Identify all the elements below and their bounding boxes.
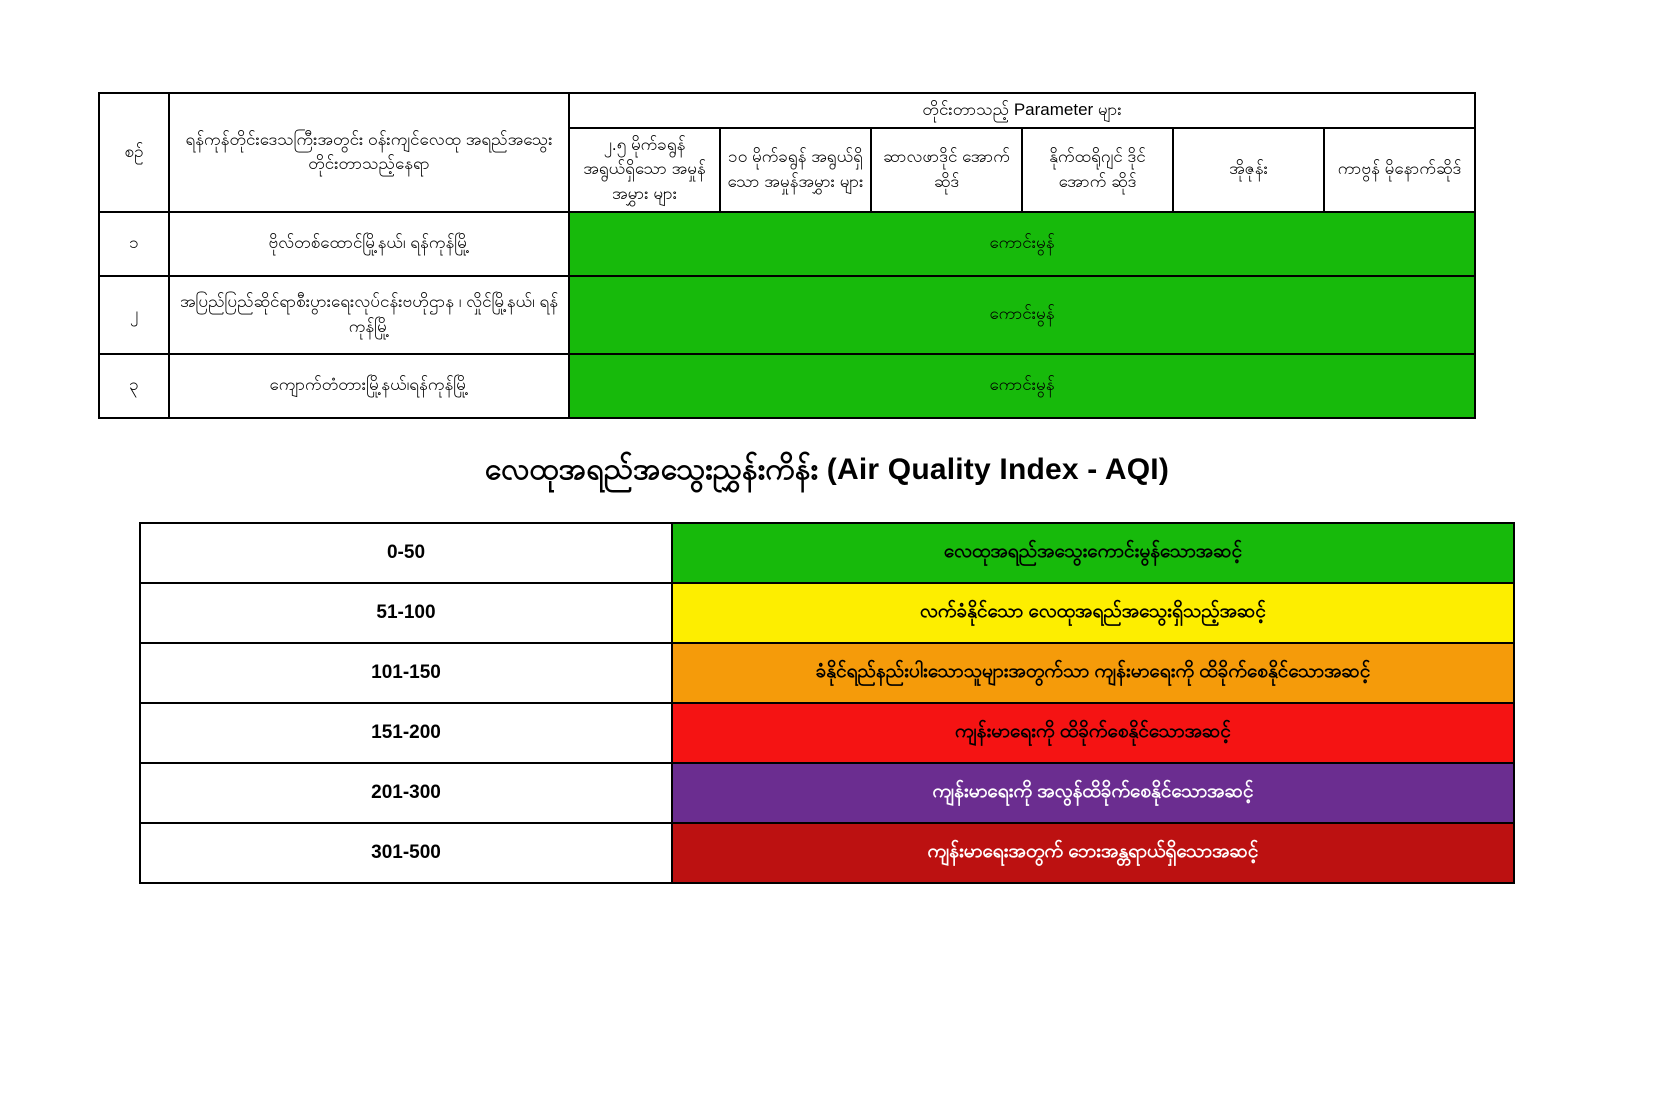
aqi-range: 301-500 [140,823,672,883]
row-location: အပြည်ပြည်ဆိုင်ရာစီးပွားရေးလုပ်ငန်းဗဟိုဌာန ၊ လှိုင်မြို့နယ်၊ ရန်ကုန်မြို့ [169,276,569,354]
aqi-description: ကျန်းမာရေးအတွက် ဘေးအန္တရာယ်ရှိသောအဆင့် [672,823,1514,883]
aqi-range: 151-200 [140,703,672,763]
table-row [99,276,1475,354]
aqi-description: ကျန်းမာရေးကို အလွန်ထိခိုက်စေနိုင်သောအဆင့် [672,763,1514,823]
table-row [140,763,1514,823]
aqi-description: လေထုအရည်အသွေးကောင်းမွန်သောအဆင့် [672,523,1514,583]
table-row [140,583,1514,643]
header-parameters-group: တိုင်းတာသည့် Parameter များ [569,93,1475,128]
header-co: ကာဗွန် မိုနောက်ဆိုဒ် [1324,128,1475,212]
header-location: ရန်ကုန်တိုင်းဒေသကြီးအတွင်း ဝန်းကျင်လေထု အရည်အသွေး တိုင်းတာသည့်နေရာ [169,93,569,212]
table-header-row-1 [99,93,1475,128]
table-row [140,643,1514,703]
air-quality-measurement-table [98,92,1476,419]
table-row [99,212,1475,276]
row-index: ၂ [99,276,169,354]
aqi-range: 0-50 [140,523,672,583]
table-row [140,823,1514,883]
row-status: ကောင်းမွန် [569,212,1475,276]
row-index: ၃ [99,354,169,418]
header-index: စဥ် [99,93,169,212]
row-status: ကောင်းမွန် [569,354,1475,418]
header-so2: ဆာလဖာဒိုင် အောက်ဆိုဒ် [871,128,1022,212]
aqi-description: လက်ခံနိုင်သော လေထုအရည်အသွေးရှိသည့်အဆင့် [672,583,1514,643]
row-location: ဗိုလ်တစ်ထောင်မြို့နယ်၊ ရန်ကုန်မြို့ [169,212,569,276]
aqi-description: ကျန်းမာရေးကို ထိခိုက်စေနိုင်သောအဆင့် [672,703,1514,763]
row-status: ကောင်းမွန် [569,276,1475,354]
table-row [140,523,1514,583]
page-title: လေထုအရည်အသွေးညွှန်းကိန်း (Air Quality Index - AQI) [484,452,1170,486]
header-pm10: ၁၀ မိုက်ခရွန် အရွယ်ရှိသော အမှုန်အမွှား များ [720,128,871,212]
aqi-range: 101-150 [140,643,672,703]
header-no2: နိုက်ထရိုဂျင် ဒိုင်အောက် ဆိုဒ် [1022,128,1173,212]
row-location: ကျောက်တံတားမြို့နယ်၊ရန်ကုန်မြို့ [169,354,569,418]
header-ozone: အိုဇုန်း [1173,128,1324,212]
aqi-range: 51-100 [140,583,672,643]
table-row [140,703,1514,763]
aqi-description: ခံနိုင်ရည်နည်းပါးသောသူများအတွက်သာ ကျန်းမာရေးကို ထိခိုက်စေနိုင်သောအဆင့် [672,643,1514,703]
row-index: ၁ [99,212,169,276]
table-row [99,354,1475,418]
header-pm25: ၂.၅ မိုက်ခရွန် အရွယ်ရှိသော အမှုန်အမွှား များ [569,128,720,212]
aqi-legend-table [139,522,1515,884]
aqi-range: 201-300 [140,763,672,823]
